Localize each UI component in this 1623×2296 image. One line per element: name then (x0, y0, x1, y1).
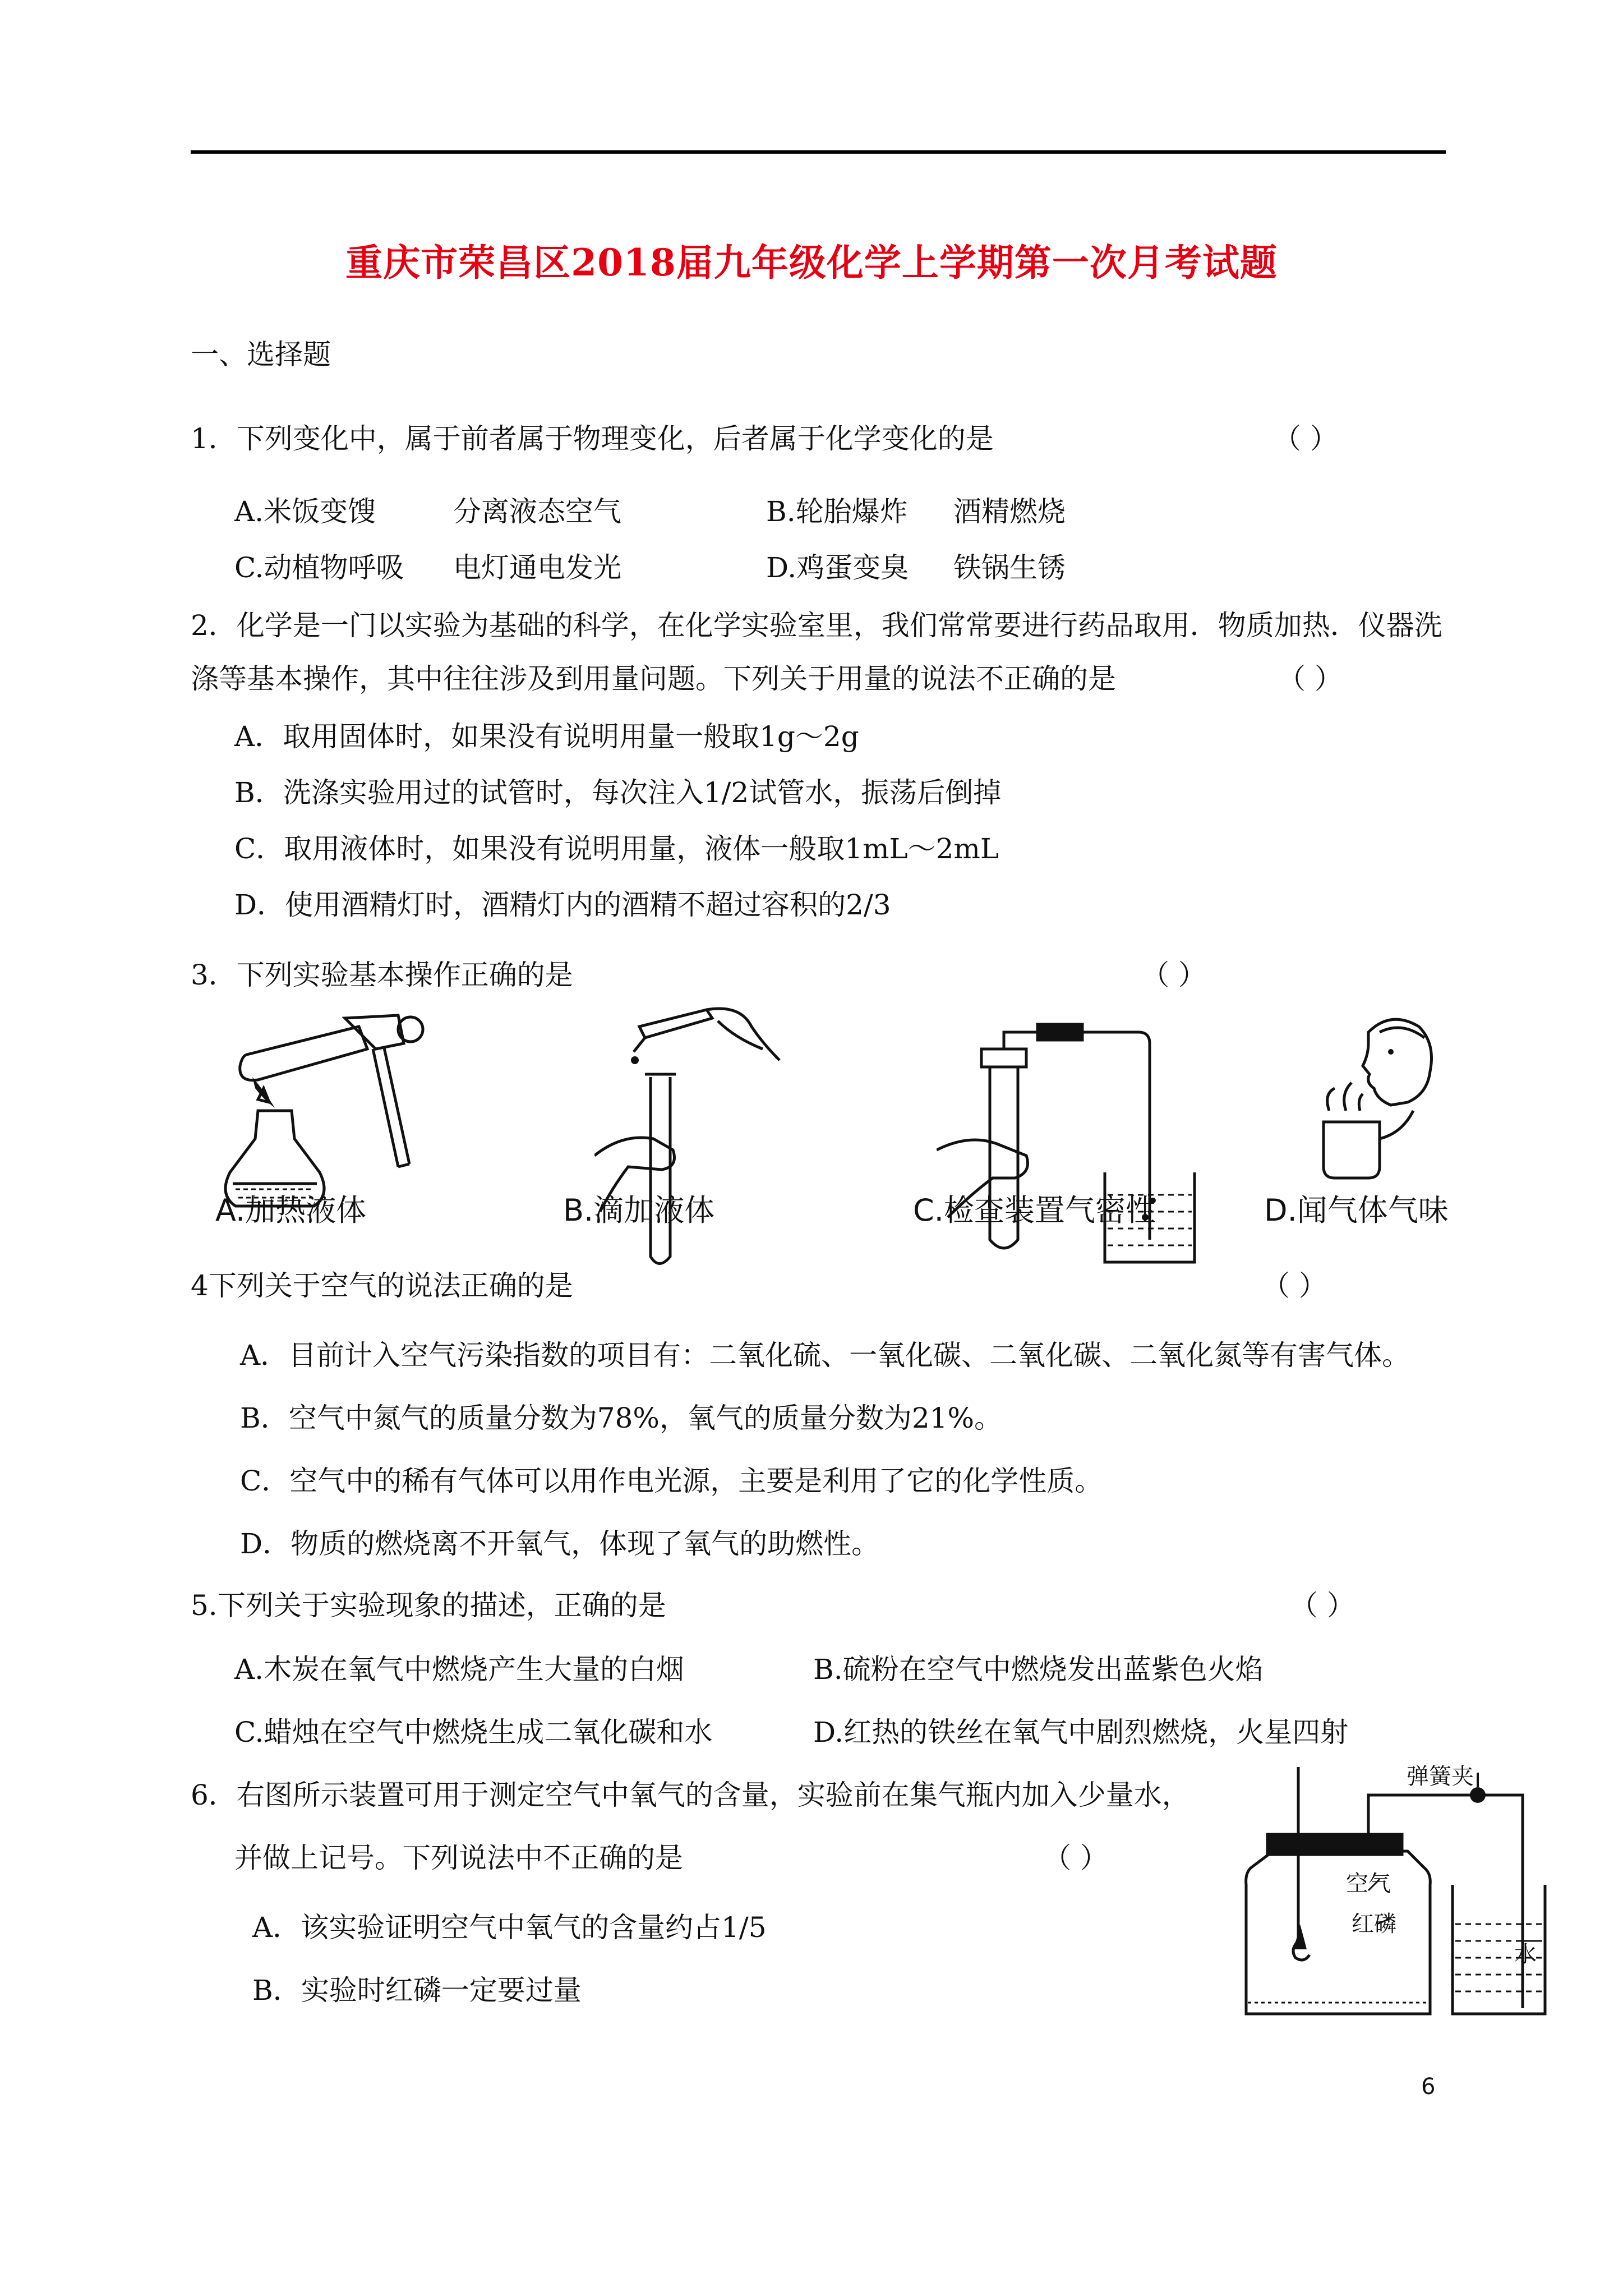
q6-answer-bracket: （ ） (1043, 1842, 1108, 1874)
q5-option-c: C.蜡烛在空气中燃烧生成二氧化碳和水 (234, 1716, 713, 1749)
q3-caption-d: D.闻气体气味 (1264, 1193, 1449, 1228)
section-heading: 一、选择题 (191, 338, 331, 371)
q6-stem-line2: 并做上记号。下列说法中不正确的是 (234, 1842, 683, 1874)
q1-option-d2: 铁锅生锈 (953, 551, 1066, 584)
apparatus-label-phosphorus: 红磷 (1352, 1911, 1396, 1937)
q5-answer-bracket: （ ） (1290, 1589, 1355, 1622)
q6-option-a: A．该实验证明空气中氧气的含量约占1/5 (252, 1911, 767, 1944)
q1-answer-bracket: （ ） (1273, 422, 1338, 455)
q1-option-a1: A.米饭变馊 (234, 495, 376, 528)
figure-dropping-liquid (594, 999, 785, 1273)
q2-option-d: D．使用酒精灯时，酒精灯内的酒精不超过容积的2/3 (234, 889, 891, 921)
q5-stem: 5.下列关于实验现象的描述，正确的是 (191, 1589, 666, 1622)
q4-option-b: B．空气中氮气的质量分数为78%，氧气的质量分数为21%。 (240, 1402, 1003, 1434)
q6-option-b: B．实验时红磷一定要过量 (252, 1974, 582, 2007)
q3-caption-c: C.检查装置气密性 (913, 1193, 1156, 1228)
q4-answer-bracket: （ ） (1262, 1269, 1327, 1302)
q2-answer-bracket: （ ） (1278, 662, 1343, 695)
page-title: 重庆市荣昌区2018届九年级化学上学期第一次月考试题 (345, 241, 1278, 284)
header-rule (191, 150, 1446, 154)
figure-smelling-gas (1307, 1010, 1453, 1189)
q1-option-c1: C.动植物呼吸 (234, 551, 404, 584)
q4-stem: 4下列关于空气的说法正确的是 (191, 1269, 573, 1302)
q5-option-d: D.红热的铁丝在氧气中剧烈燃烧，火星四射 (813, 1716, 1349, 1749)
figure-heating-liquid (213, 1004, 449, 1273)
q3-answer-bracket: （ ） (1141, 959, 1206, 991)
q4-option-a: A．目前计入空气污染指数的项目有：二氧化硫、一氧化碳、二氧化碳、二氧化氮等有害气体。 (240, 1339, 1410, 1372)
q2-option-c: C．取用液体时，如果没有说明用量，液体一般取1mL～2mL (234, 832, 999, 865)
q2-option-a: A．取用固体时，如果没有说明用量一般取1g～2g (234, 720, 859, 753)
apparatus-label-water: 水 (1514, 1941, 1537, 1967)
page-number: 6 (1421, 2074, 1436, 2100)
apparatus-label-air: 空气 (1346, 1871, 1391, 1897)
q1-option-a2: 分离液态空气 (453, 495, 621, 528)
figure-airtightness-check (937, 1004, 1206, 1273)
q3-caption-b: B.滴加液体 (563, 1193, 715, 1228)
q1-option-c2: 电灯通电发光 (453, 551, 621, 584)
q4-option-d: D．物质的燃烧离不开氧气，体现了氧气的助燃性。 (240, 1527, 880, 1560)
q3-stem: 3．下列实验基本操作正确的是 (191, 959, 573, 991)
q3-caption-a: A.加热液体 (215, 1193, 367, 1228)
q1-option-b2: 酒精燃烧 (953, 495, 1066, 528)
q5-option-b: B.硫粉在空气中燃烧发出蓝紫色火焰 (813, 1653, 1264, 1686)
q4-option-c: C．空气中的稀有气体可以用作电光源，主要是利用了它的化学性质。 (240, 1465, 1103, 1497)
q1-stem: 1．下列变化中，属于前者属于物理变化，后者属于化学变化的是 (191, 422, 994, 455)
q2-option-b: B．洗涤实验用过的试管时，每次注入1/2试管水，振荡后倒掉 (234, 776, 1002, 809)
q6-stem-line1: 6．右图所示装置可用于测定空气中氧气的含量，实验前在集气瓶内加入少量水， (191, 1779, 1190, 1811)
q1-option-b1: B.轮胎爆炸 (766, 495, 908, 528)
q2-stem-line1: 2．化学是一门以实验为基础的科学，在化学实验室里，我们常常要进行药品取用．物质加热．仪器洗 (191, 609, 1442, 642)
q5-option-a: A.木炭在氧气中燃烧产生大量的白烟 (234, 1653, 685, 1686)
apparatus-label-clip: 弹簧夹 (1407, 1764, 1474, 1789)
q1-option-d1: D.鸡蛋变臭 (766, 551, 909, 584)
q2-stem-line2: 涤等基本操作，其中往往涉及到用量问题。下列关于用量的说法不正确的是 (191, 662, 1116, 695)
figure-oxygen-apparatus (1239, 1756, 1553, 2025)
